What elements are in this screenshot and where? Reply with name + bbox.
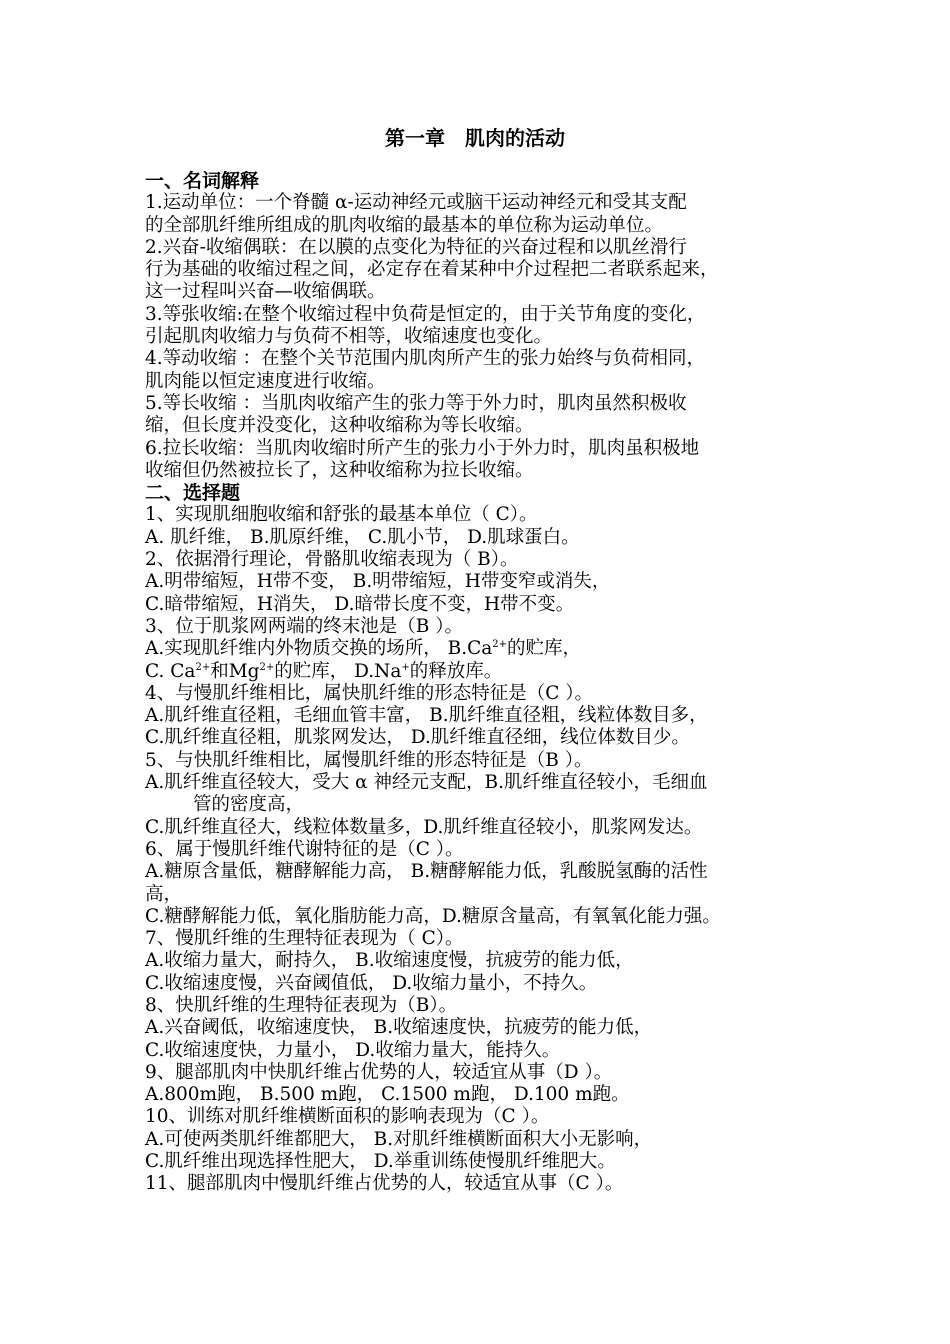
question-10: 10、训练对肌纤维横断面积的影响表现为（C ）。 — [145, 1106, 550, 1128]
definition-line: 肌肉能以恒定速度进行收缩。 — [145, 370, 386, 392]
chapter-title: 第一章 肌肉的活动 — [385, 126, 565, 150]
question-5-options-ab-cont: 管的密度高， — [193, 794, 305, 816]
question-4-options-cd: C.肌纤维直径粗，肌浆网发达， D.肌纤维直径细，线位体数目少。 — [145, 727, 690, 749]
definition-line: 行为基础的收缩过程之间，必定存在着某种中介过程把二者联系起来， — [145, 259, 719, 281]
superscript: 2+ — [259, 661, 275, 673]
superscript: 2+ — [492, 639, 508, 651]
question-9: 9、腿部肌肉中快肌纤维占优势的人，较适宜从事（D ）。 — [145, 1061, 613, 1083]
section-heading-choice: 二、选择题 — [145, 482, 241, 505]
question-11: 11、腿部肌肉中慢肌纤维占优势的人，较适宜从事（C ）。 — [145, 1173, 624, 1195]
question-1-options: A. 肌纤维， B.肌原纤维， C.肌小节， D.肌球蛋白。 — [145, 526, 580, 548]
question-3-options-cd — [145, 661, 810, 683]
definition-line: 引起肌肉收缩力与负荷不相等，收缩速度也变化。 — [145, 326, 553, 348]
question-3: 3、位于肌浆网两端的终末池是（B ）。 — [145, 615, 463, 637]
option-text: C. Ca — [145, 660, 196, 682]
question-1: 1、实现肌细胞收缩和舒张的最基本单位（ C）。 — [145, 504, 538, 526]
definition-line: 3.等张收缩:在整个收缩过程中负荷是恒定的，由于关节角度的变化， — [145, 303, 706, 325]
question-2: 2、依据滑行理论，骨骼肌收缩表现为（ B）。 — [145, 549, 519, 571]
question-2-options-cd: C.暗带缩短，H消失， D.暗带长度不变，H带不变。 — [145, 593, 575, 615]
question-5: 5、与快肌纤维相比，属慢肌纤维的形态特征是（B ）。 — [145, 749, 593, 771]
question-8-options-cd: C.收缩速度快，力量小， D.收缩力量大，能持久。 — [145, 1039, 561, 1061]
question-5-options-ab: A.肌纤维直径较大，受大 α 神经元支配，B.肌纤维直径较小，毛细血 — [145, 772, 708, 794]
question-6-options-ab-cont: 高， — [145, 883, 183, 905]
definition-line: 4.等动收缩 ：在整个关节范围内肌肉所产生的张力始终与负荷相同， — [145, 348, 706, 370]
question-9-options: A.800m跑， B.500 m跑， C.1500 m跑， D.100 m跑。 — [145, 1084, 630, 1106]
definition-line: 的全部肌纤维所组成的肌肉收缩的最基本的单位称为运动单位。 — [145, 214, 664, 236]
option-text: A.实现肌纤维内外物质交换的场所， B.Ca — [145, 638, 493, 660]
question-8-options-ab: A.兴奋阈低，收缩速度快， B.收缩速度快，抗疲劳的能力低， — [145, 1017, 653, 1039]
definition-line: 1.运动单位：一个脊髓 α-运动神经元或脑干运动神经元和受其支配 — [145, 192, 687, 214]
question-4: 4、与慢肌纤维相比，属快肌纤维的形态特征是（C ）。 — [145, 682, 594, 704]
option-text: 的贮库， — [507, 638, 582, 660]
question-5-options-cd: C.肌纤维直径大，线粒体数量多，D.肌纤维直径较小，肌浆网发达。 — [145, 816, 703, 838]
question-7-options-ab: A.收缩力量大，耐持久， B.收缩速度慢，抗疲劳的能力低， — [145, 950, 634, 972]
question-10-options-ab: A.可使两类肌纤维都肥大， B.对肌纤维横断面积大小无影响， — [145, 1128, 653, 1150]
question-4-options-ab: A.肌纤维直径粗，毛细血管丰富， B.肌纤维直径粗，线粒体数目多， — [145, 705, 708, 727]
definition-line: 2.兴奋-收缩偶联：在以膜的点变化为特征的兴奋过程和以肌丝滑行 — [145, 236, 687, 258]
option-text: 的释放库。 — [409, 660, 503, 682]
question-10-options-cd: C.肌纤维出现选择性肥大， D.举重训练使慢肌纤维肥大。 — [145, 1151, 616, 1173]
definition-line: 6.拉长收缩：当肌肉收缩时所产生的张力小于外力时，肌肉虽积极地 — [145, 437, 700, 459]
definition-line: 5.等长收缩 ：当肌肉收缩产生的张力等于外力时，肌肉虽然积极收 — [145, 392, 687, 414]
question-6: 6、属于慢肌纤维代谢特征的是（C ）。 — [145, 838, 464, 860]
document-body — [145, 170, 810, 1196]
question-6-options-cd: C.糖酵解能力低，氧化脂肪能力高，D.糖原含量高，有氧氧化能力强。 — [145, 905, 721, 927]
definition-line: 缩，但长度并没变化，这种收缩称为等长收缩。 — [145, 415, 534, 437]
question-6-options-ab: A.糖原含量低，糖酵解能力高， B.糖酵解能力低，乳酸脱氢酶的活性 — [145, 861, 708, 883]
option-text: 和Mg — [210, 660, 260, 682]
definition-line: 收缩但仍然被拉长了，这种收缩称为拉长收缩。 — [145, 459, 534, 481]
option-text: 的贮库， D.Na — [274, 660, 402, 682]
definition-line: 这一过程叫兴奋—收缩偶联。 — [145, 281, 386, 303]
superscript: 2+ — [195, 661, 211, 673]
question-7-options-cd: C.收缩速度慢，兴奋阈值低， D.收缩力量小，不持久。 — [145, 972, 598, 994]
question-8: 8、快肌纤维的生理特征表现为（B）。 — [145, 994, 458, 1016]
question-7: 7、慢肌纤维的生理特征表现为（ C）。 — [145, 928, 464, 950]
question-2-options-ab: A.明带缩短，H带不变， B.明带缩短，H带变窄或消失， — [145, 571, 611, 593]
superscript: + — [401, 661, 410, 673]
question-3-options-ab — [145, 638, 810, 660]
section-heading-definitions: 一、名词解释 — [145, 170, 260, 192]
